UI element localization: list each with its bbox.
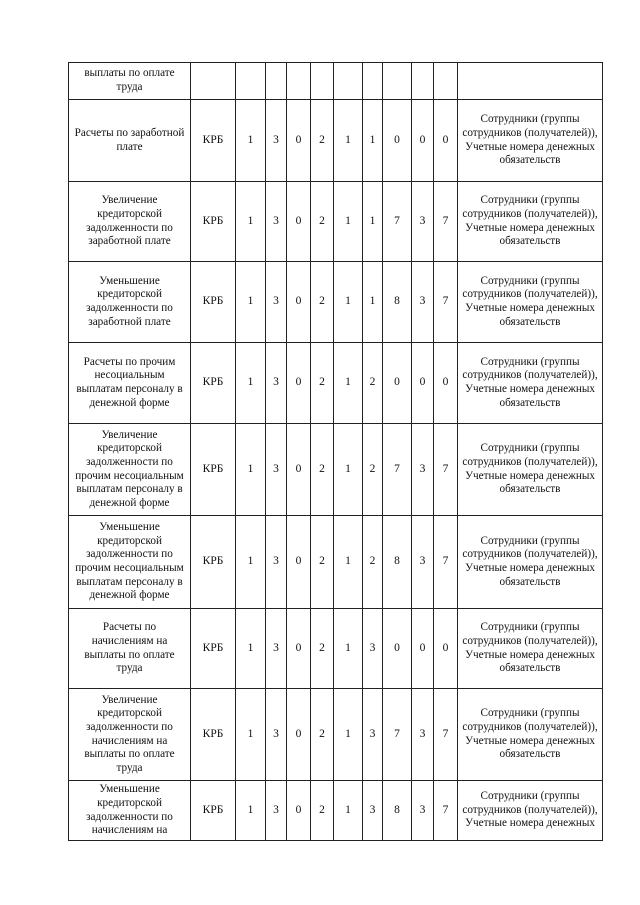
code-6-cell: 2 (363, 424, 383, 516)
code-8-cell: 3 (412, 689, 434, 781)
code-2-cell: 3 (266, 100, 287, 182)
table-row (69, 100, 603, 182)
code-8-cell: 3 (412, 516, 434, 609)
account-type-cell: КРБ (191, 609, 236, 689)
account-type-cell: КРБ (191, 781, 236, 841)
code-4-cell: 2 (311, 609, 334, 689)
table-row (69, 343, 603, 424)
code-2-cell: 3 (266, 781, 287, 841)
code-2-cell: 3 (266, 689, 287, 781)
code-4-cell: 2 (311, 182, 334, 262)
account-type-cell: КРБ (191, 689, 236, 781)
code-9-cell: 7 (434, 182, 458, 262)
analytics-cell: Сотрудники (группы сотрудников (получателей)), Учетные номера денежных обязательств (458, 689, 603, 781)
table-row (69, 182, 603, 262)
code-6-cell: 2 (363, 343, 383, 424)
accounts-table (68, 62, 603, 841)
code-4-cell (311, 63, 334, 100)
table-row (69, 516, 603, 609)
code-5-cell: 1 (334, 100, 363, 182)
code-3-cell: 0 (287, 689, 311, 781)
analytics-cell: Сотрудники (группы сотрудников (получателей)), Учетные номера денежных (458, 781, 603, 841)
analytics-cell (458, 63, 603, 100)
code-5-cell: 1 (334, 781, 363, 841)
code-2-cell: 3 (266, 343, 287, 424)
code-6-cell: 3 (363, 609, 383, 689)
code-5-cell: 1 (334, 424, 363, 516)
code-6-cell: 1 (363, 262, 383, 343)
code-7-cell: 7 (383, 182, 412, 262)
code-5-cell: 1 (334, 516, 363, 609)
code-5-cell: 1 (334, 689, 363, 781)
analytics-cell: Сотрудники (группы сотрудников (получателей)), Учетные номера денежных обязательств (458, 182, 603, 262)
code-7-cell: 0 (383, 100, 412, 182)
code-4-cell: 2 (311, 424, 334, 516)
code-5-cell: 1 (334, 609, 363, 689)
code-1-cell: 1 (236, 100, 266, 182)
code-5-cell: 1 (334, 343, 363, 424)
code-2-cell: 3 (266, 516, 287, 609)
code-5-cell: 1 (334, 182, 363, 262)
code-4-cell: 2 (311, 781, 334, 841)
code-4-cell: 2 (311, 516, 334, 609)
code-9-cell: 0 (434, 343, 458, 424)
account-name-cell: Уменьшение кредиторской задолженности по начислениям на (69, 781, 191, 841)
code-7-cell: 7 (383, 424, 412, 516)
analytics-cell: Сотрудники (группы сотрудников (получателей)), Учетные номера денежных обязательств (458, 609, 603, 689)
code-4-cell: 2 (311, 100, 334, 182)
code-6-cell: 1 (363, 182, 383, 262)
analytics-cell: Сотрудники (группы сотрудников (получателей)), Учетные номера денежных обязательств (458, 516, 603, 609)
table-row (69, 609, 603, 689)
code-1-cell (236, 63, 266, 100)
analytics-cell: Сотрудники (группы сотрудников (получателей)), Учетные номера денежных обязательств (458, 262, 603, 343)
code-3-cell (287, 63, 311, 100)
code-7-cell: 8 (383, 516, 412, 609)
table-row (69, 262, 603, 343)
table-body (69, 63, 603, 841)
code-1-cell: 1 (236, 424, 266, 516)
code-8-cell: 0 (412, 609, 434, 689)
code-1-cell: 1 (236, 516, 266, 609)
account-name-cell: Уменьшение кредиторской задолженности по заработной плате (69, 262, 191, 343)
code-1-cell: 1 (236, 689, 266, 781)
account-type-cell (191, 63, 236, 100)
code-2-cell: 3 (266, 182, 287, 262)
table-row (69, 781, 603, 841)
code-1-cell: 1 (236, 781, 266, 841)
account-name-cell: Увеличение кредиторской задолженности по прочим несоциальным выплатам персоналу в денежной форме (69, 424, 191, 516)
code-6-cell: 3 (363, 689, 383, 781)
code-3-cell: 0 (287, 424, 311, 516)
code-3-cell: 0 (287, 781, 311, 841)
account-type-cell: КРБ (191, 262, 236, 343)
code-1-cell: 1 (236, 343, 266, 424)
code-2-cell: 3 (266, 609, 287, 689)
code-8-cell: 3 (412, 262, 434, 343)
table-row (69, 63, 603, 100)
code-8-cell (412, 63, 434, 100)
code-7-cell: 8 (383, 781, 412, 841)
code-7-cell (383, 63, 412, 100)
code-3-cell: 0 (287, 182, 311, 262)
account-name-cell: Расчеты по прочим несоциальным выплатам персоналу в денежной форме (69, 343, 191, 424)
account-name-cell: Увеличение кредиторской задолженности по начислениям на выплаты по оплате труда (69, 689, 191, 781)
code-4-cell: 2 (311, 689, 334, 781)
code-3-cell: 0 (287, 262, 311, 343)
code-2-cell: 3 (266, 262, 287, 343)
analytics-cell: Сотрудники (группы сотрудников (получателей)), Учетные номера денежных обязательств (458, 100, 603, 182)
code-9-cell: 7 (434, 424, 458, 516)
code-9-cell: 0 (434, 100, 458, 182)
code-8-cell: 3 (412, 781, 434, 841)
analytics-cell: Сотрудники (группы сотрудников (получателей)), Учетные номера денежных обязательств (458, 343, 603, 424)
code-7-cell: 0 (383, 343, 412, 424)
code-7-cell: 0 (383, 609, 412, 689)
code-4-cell: 2 (311, 262, 334, 343)
analytics-cell: Сотрудники (группы сотрудников (получателей)), Учетные номера денежных обязательств (458, 424, 603, 516)
code-6-cell: 3 (363, 781, 383, 841)
account-type-cell: КРБ (191, 343, 236, 424)
code-8-cell: 3 (412, 182, 434, 262)
code-6-cell: 1 (363, 100, 383, 182)
code-6-cell (363, 63, 383, 100)
account-type-cell: КРБ (191, 424, 236, 516)
table-row (69, 689, 603, 781)
code-2-cell (266, 63, 287, 100)
code-2-cell: 3 (266, 424, 287, 516)
account-name-cell: Расчеты по начислениям на выплаты по оплате труда (69, 609, 191, 689)
code-9-cell: 7 (434, 516, 458, 609)
code-9-cell: 0 (434, 609, 458, 689)
code-1-cell: 1 (236, 182, 266, 262)
code-3-cell: 0 (287, 100, 311, 182)
code-3-cell: 0 (287, 343, 311, 424)
code-1-cell: 1 (236, 609, 266, 689)
code-7-cell: 7 (383, 689, 412, 781)
account-type-cell: КРБ (191, 100, 236, 182)
code-8-cell: 3 (412, 424, 434, 516)
account-type-cell: КРБ (191, 182, 236, 262)
account-type-cell: КРБ (191, 516, 236, 609)
code-1-cell: 1 (236, 262, 266, 343)
code-3-cell: 0 (287, 516, 311, 609)
account-name-cell: выплаты по оплате труда (69, 63, 191, 100)
code-9-cell: 7 (434, 781, 458, 841)
code-5-cell: 1 (334, 262, 363, 343)
account-name-cell: Уменьшение кредиторской задолженности по прочим несоциальным выплатам персоналу в денежной форме (69, 516, 191, 609)
code-6-cell: 2 (363, 516, 383, 609)
code-4-cell: 2 (311, 343, 334, 424)
code-9-cell: 7 (434, 689, 458, 781)
code-7-cell: 8 (383, 262, 412, 343)
table-row (69, 424, 603, 516)
code-8-cell: 0 (412, 343, 434, 424)
account-name-cell: Увеличение кредиторской задолженности по заработной плате (69, 182, 191, 262)
account-name-cell: Расчеты по заработной плате (69, 100, 191, 182)
code-5-cell (334, 63, 363, 100)
code-8-cell: 0 (412, 100, 434, 182)
code-3-cell: 0 (287, 609, 311, 689)
code-9-cell: 7 (434, 262, 458, 343)
code-9-cell (434, 63, 458, 100)
